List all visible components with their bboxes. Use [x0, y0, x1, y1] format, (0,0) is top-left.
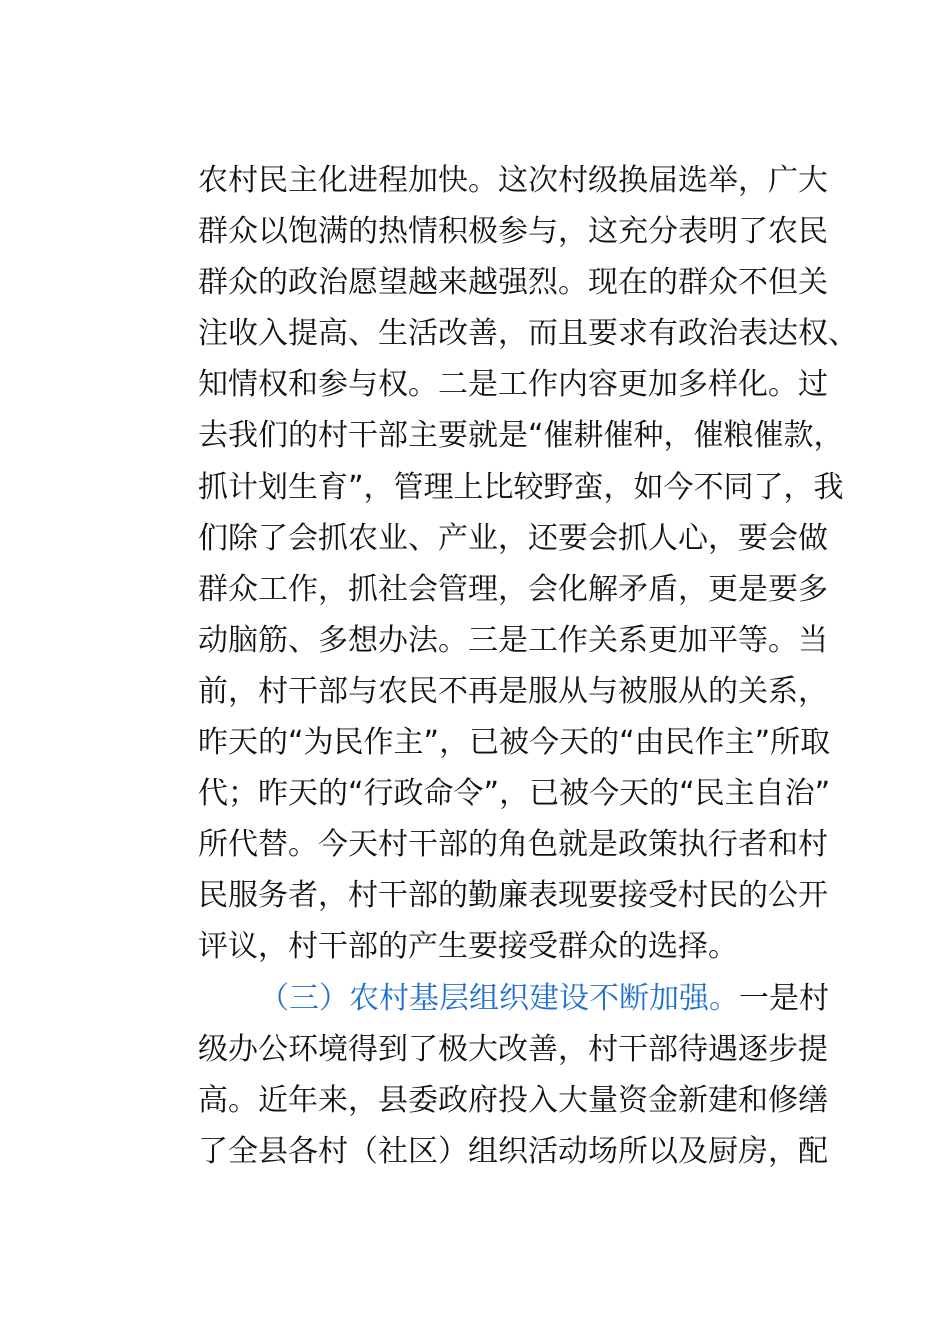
paragraph-line: 评议，村干部的产生要接受群众的选择。 — [198, 929, 738, 965]
paragraph-line: 了全县各村（社区）组织活动场所以及厨房，配 — [198, 1133, 828, 1169]
section-first-line-rest: 一是村 — [739, 980, 829, 1016]
paragraph-line: 昨天的“为民作主”，已被今天的“由民作主”所取 — [198, 725, 831, 761]
paragraph-line: 农村民主化进程加快。这次村级换届选举，广大 — [198, 163, 828, 198]
paragraph-line: 民服务者，村干部的勤廉表现要接受村民的公开 — [198, 878, 828, 914]
paragraph-line: 前，村干部与农民不再是服从与被服从的关系， — [198, 673, 828, 709]
paragraph-line: 群众的政治愿望越来越强烈。现在的群众不但关 — [198, 265, 828, 301]
paragraph-line: 抓计划生育”，管理上比较野蛮，如今不同了，我 — [198, 469, 844, 505]
paragraph-line: 动脑筋、多想办法。三是工作关系更加平等。当 — [198, 622, 828, 658]
paragraph-line: 知情权和参与权。二是工作内容更加多样化。过 — [198, 367, 828, 403]
document-body — [198, 155, 858, 1177]
section-heading: （三）农村基层组织建设不断加强。 — [259, 980, 739, 1016]
paragraph-line: 群众工作，抓社会管理，会化解矛盾，更是要多 — [198, 571, 828, 607]
paragraph-line: 群众以饱满的热情积极参与，这充分表明了农民 — [198, 214, 828, 250]
paragraph-line: 代；昨天的“行政命令”，已被今天的“民主自治” — [198, 776, 831, 812]
paragraph-line: 去我们的村干部主要就是“催耕催种，催粮催款， — [198, 418, 844, 454]
paragraph-line: 级办公环境得到了极大改善，村干部待遇逐步提 — [198, 1031, 828, 1067]
paragraph-line: 们除了会抓农业、产业，还要会抓人心，要会做 — [198, 520, 828, 556]
paragraph-line: 注收入提高、生活改善，而且要求有政治表达权、 — [198, 316, 858, 352]
paragraph-line: 所代替。今天村干部的角色就是政策执行者和村 — [198, 827, 828, 863]
section-first-line — [198, 973, 838, 1024]
paragraph-line: 高。近年来，县委政府投入大量资金新建和修缮 — [198, 1082, 828, 1118]
